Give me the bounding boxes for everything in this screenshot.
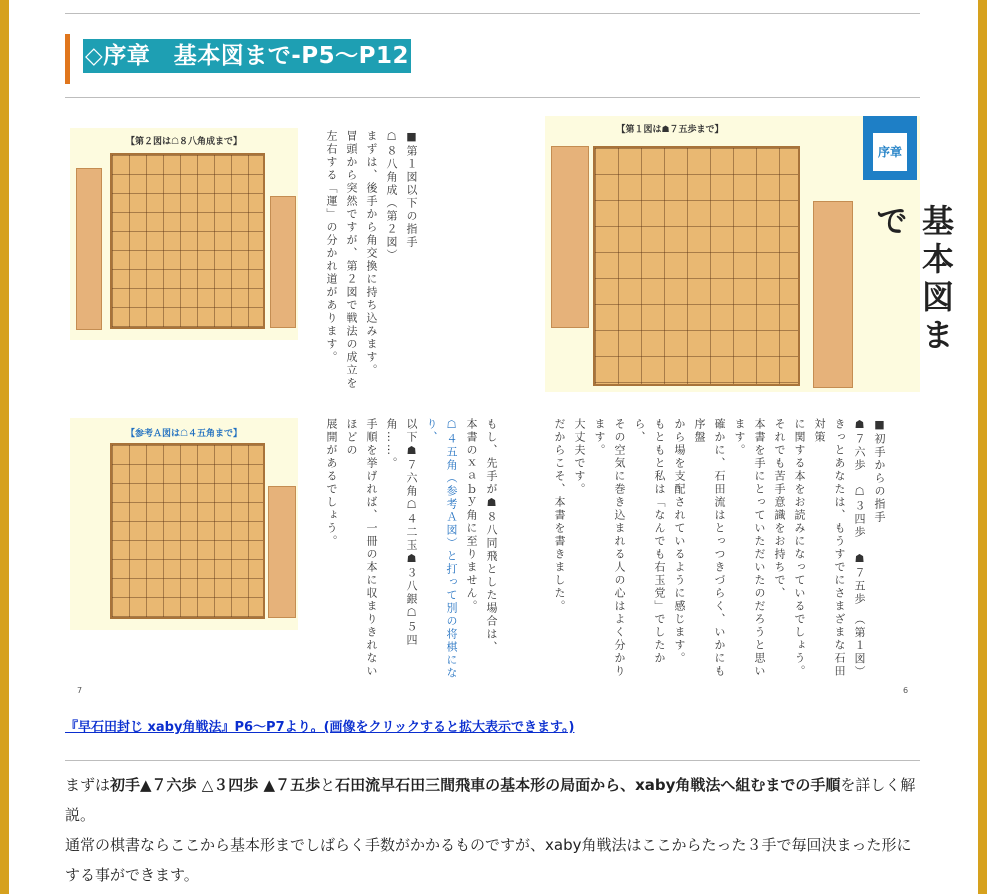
paragraph-1 — [65, 770, 925, 830]
text-line: それでも苦手意識をお持ちで、 — [773, 418, 786, 600]
caption-divider — [65, 760, 920, 761]
text-line: 左右する「運」の分かれ道があります。 — [325, 130, 338, 364]
text-line: 大丈夫です。 — [573, 418, 586, 496]
text-line: きっとあなたは、もうすでにさまざまな石田対策 — [813, 418, 846, 678]
diagram-1-caption: 【第１図は☗７五歩まで】 — [616, 125, 724, 135]
piece-stand-right — [268, 486, 296, 618]
piece-stand-left — [76, 168, 102, 330]
text-line: 以下☗７六角☖４二玉☗３八銀☖５四角……。 — [385, 418, 418, 647]
section-heading: ◇序章 基本図まで-P5～P12 — [83, 39, 411, 73]
piece-stand-right — [813, 201, 853, 388]
chapter-badge-label: 序章 — [872, 132, 908, 172]
text-line: 手順を挙げれば、一冊の本に収まりきれないほどの — [345, 418, 378, 678]
text-run: まずは — [65, 776, 111, 794]
diagram-a-caption: 【参考Ａ図は☖４五角まで】 — [125, 429, 243, 439]
shogi-board — [110, 443, 265, 619]
text-line: ☖８八角成（第２図） — [385, 130, 398, 262]
heading-accent-bar — [65, 34, 70, 84]
left-page-text-1 — [321, 130, 421, 430]
text-line: 本書を手にとっていただいたのだろうと思います。 — [733, 418, 766, 678]
piece-stand-right — [270, 196, 296, 328]
image-caption-link[interactable]: 『早石田封じ xaby角戦法』P6～P7より。(画像をクリックすると拡大表示できます。) — [65, 720, 575, 735]
page-frame-left — [0, 0, 9, 894]
piece-stand-left — [551, 146, 589, 328]
paragraph-2: 通常の棋書ならここから基本形までしばらく手数がかかるものですが、xaby角戦法はここからたった３手で毎回決まった形にする事ができます。 — [65, 836, 912, 884]
text-line: から場を支配されているように感じます。 — [673, 418, 686, 665]
diagram-2 — [70, 128, 298, 340]
diagram-2-caption: 【第２図は☖８八角成まで】 — [125, 137, 243, 147]
section-heading-block — [65, 34, 920, 84]
shogi-board — [110, 153, 265, 329]
text-line: 確かに、石田流はとっつきづらく、いかにも序盤 — [693, 418, 726, 678]
page-frame-right — [978, 0, 987, 894]
left-page-text-2 — [321, 418, 501, 688]
text-line: 展開があるでしょう。 — [325, 418, 338, 548]
text-line: ☖４五角（参考Ａ図）と打って別の将棋になり、 — [425, 418, 458, 680]
left-page-number: 7 — [77, 686, 83, 695]
text-line: ■初手からの指手 — [873, 418, 886, 524]
text-line: その空気に巻き込まれる人の心はよく分かります。 — [593, 418, 626, 678]
text-line: もともと私は「なんでも右玉党」でしたから、 — [633, 418, 666, 665]
diagram-a — [70, 418, 298, 630]
text-line: だからこそ、本書を書きました。 — [553, 418, 566, 613]
right-page-text — [549, 418, 889, 688]
text-line: まずは、後手から角交換に持ち込みます。 — [365, 130, 378, 377]
right-page-number: 6 — [903, 686, 909, 695]
diagram-1 — [545, 116, 955, 392]
text-run: を詳しく解説。 — [65, 776, 916, 824]
chapter-badge — [863, 116, 917, 180]
text-line: 本書のｘａｂｙ角に至りません。 — [465, 418, 478, 613]
heading-divider — [65, 97, 920, 98]
text-line: 冒頭から突然ですが、第２図で戦法の成立を — [345, 130, 358, 390]
text-run: と — [320, 776, 336, 794]
book-scan-image[interactable] — [65, 108, 955, 705]
text-line: ☗７六歩 ☖３四歩 ☗７五歩 （第１図） — [853, 418, 866, 679]
text-line: ■第１図以下の指手 — [405, 130, 418, 249]
bold-move-sequence: 初手▲７六歩 △３四歩 ▲７五歩 — [110, 776, 321, 794]
article-body — [65, 770, 925, 890]
top-divider — [65, 13, 920, 14]
shogi-board — [593, 146, 800, 386]
chapter-title: 基本図まで — [871, 204, 955, 356]
bold-description: 石田流早石田三間飛車の基本形の局面から、xaby角戦法へ組むまでの手順 — [335, 776, 841, 794]
text-line: もし、先手が☗８八同飛とした場合は、 — [485, 418, 498, 654]
text-line: に関する本をお読みになっているでしょう。 — [793, 418, 806, 678]
